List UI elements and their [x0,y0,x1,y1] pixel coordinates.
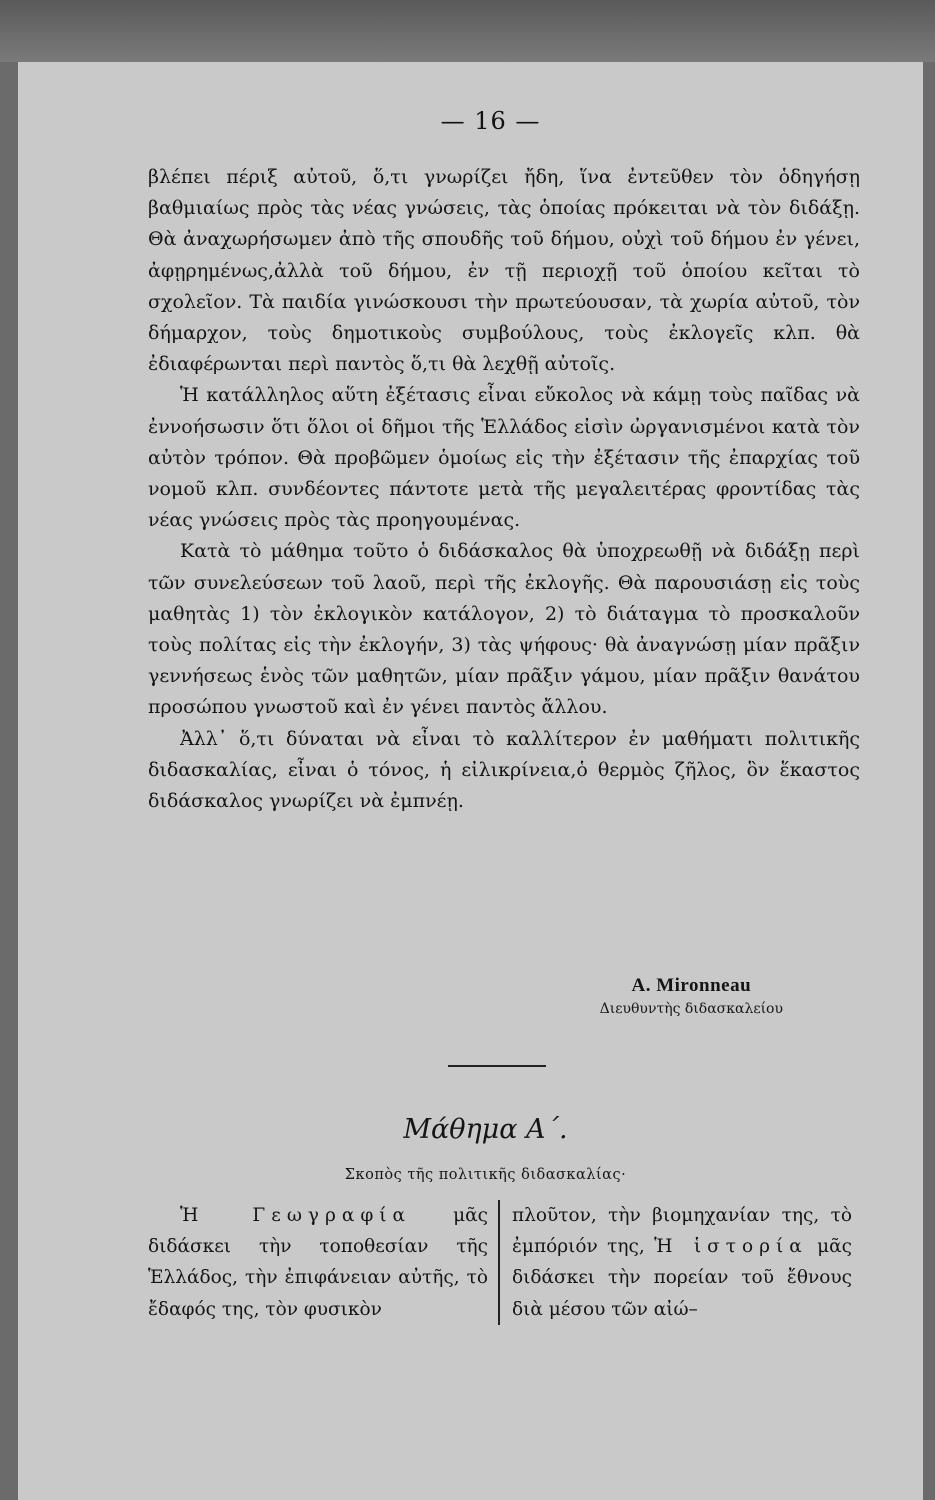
signature-role: Διευθυντὴς διδασκαλείου [599,1001,783,1017]
right-column [500,1200,852,1325]
right-column-text-a: πλοῦτον, τὴν βιομηχανίαν της, τὸ ἐμπόριόν της, [512,1205,852,1258]
left-column [148,1200,500,1325]
lesson-subtitle: Σκοπὸς τῆς πολιτικῆς διδασκαλίας· [344,1167,627,1183]
history-term: Ἡ ἱστορία [654,1236,808,1258]
lesson-title: Μάθημα Α΄. [403,1114,568,1145]
paragraph-1: βλέπει πέριξ αὐτοῦ, ὅ,τι γνωρίζει ἤδη, ἵνα ἐντεῦθεν τὸν ὁδηγήσῃ βαθμιαίως πρὸς τὰς νέας γνώσεις, τὰς ὁποίας πρόκειται νὰ τὸν διδάξῃ. Θὰ ἀναχωρήσωμεν ἀπὸ τῆς σπουδῆς τοῦ δήμου, οὐχὶ τοῦ δήμου ἐν γένει, ἀφῃρημένως,ἀλλὰ τοῦ δήμου, ἐν τῇ περιοχῇ τοῦ ὁποίου κεῖται τὸ σχολεῖον. Τὰ παιδία γινώσκουσι τὴν πρωτεύουσαν, τὰ χωρία αὐτοῦ, τὸν δήμαρχον, τοὺς δημοτικοὺς συμβούλους, τοὺς ἐκλογεῖς κλπ. θὰ ἐδιαφέρωνται περὶ παντὸς ὅ,τι θὰ λεχθῇ αὐτοῖς. [148,166,860,376]
paragraph-4: Ἀλλ᾽ ὅ,τι δύναται νὰ εἶναι τὸ καλλίτερον ἐν μαθήματι πολιτικῆς διδασκαλίας, εἶναι ὁ τόνος, ἡ εἰλικρίνεια,ὁ θερμὸς ζῆλος, ὃν ἕκαστος διδάσκαλος γνωρίζει νὰ ἐμπνέῃ. [148,727,860,813]
section-divider [448,1065,546,1067]
paragraph-3: Κατὰ τὸ μάθημα τοῦτο ὁ διδάσκαλος θὰ ὑποχρεωθῇ νὰ διδάξῃ περὶ τῶν συνελεύσεων τοῦ λαοῦ, περὶ τῆς ἐκλογῆς. Θὰ παρουσιάσῃ εἰς τοὺς μαθητὰς 1) τὸν ἐκλογικὸν κατάλογον, 2) τὸ διάταγμα τὸ προσκαλοῦν τοὺς πολίτας εἰς τὴν ἐκλογήν, 3) τὰς ψήφους· θὰ ἀναγνώσῃ μίαν πρᾶξιν γεννήσεως ἑνὸς τῶν μαθητῶν, μίαν πρᾶξιν γάμου, μίαν πρᾶξιν θανάτου προσώπου γνωστοῦ καὶ ἐν γένει παντὸς ἄλλου. [148,540,860,719]
signature-name: A. Mironneau [631,975,752,996]
signature-block [600,975,783,1017]
geography-term: Ἡ Γεωγραφία [180,1205,412,1226]
main-text [148,162,860,817]
two-column-text [148,1200,864,1325]
page-number: — 16 — [440,107,541,135]
scan-top-margin [0,0,935,62]
right-column-text-b: μᾶς διδάσκει τὴν πορείαν τοῦ ἔθνους διὰ μέσου τῶν αἰώ– [512,1236,852,1320]
paragraph-2: Ἡ κατάλληλος αὕτη ἐξέτασις εἶναι εὔκολος νὰ κάμῃ τοὺς παῖδας νὰ ἐννοήσωσιν ὅτι ὅλοι οἱ δῆμοι τῆς Ἑλλάδος εἰσὶν ὠργανισμένοι κατὰ τὸν αὐτὸν τρόπον. Θὰ προβῶμεν ὁμοίως εἰς τὴν ἐξέτασιν τῆς ἐπαρχίας τοῦ νομοῦ κλπ. συνδέοντες πάντοτε μετὰ τῆς μεγαλειτέρας φροντίδας τὰς νέας γνώσεις πρὸς τὰς προηγουμένας. [148,384,860,532]
document-page [18,62,923,1500]
left-column-text: μᾶς διδάσκει τὴν τοποθεσίαν τῆς Ἑλλάδος, τὴν ἐπιφάνειαν αὐτῆς, τὸ ἔδαφός της, τὸν φυσικὸν [148,1205,488,1320]
